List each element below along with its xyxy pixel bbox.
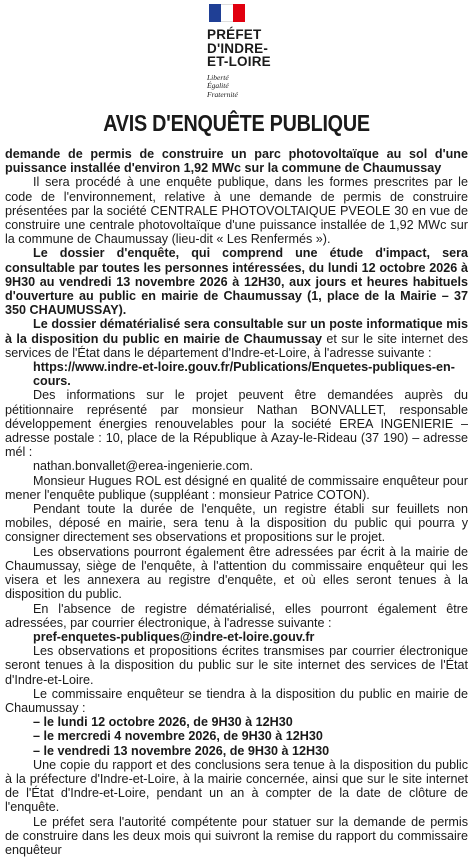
inquiry-email-link[interactable]: pref-enquetes-publiques@indre-et-loire.gouv.fr bbox=[33, 629, 315, 644]
republic-motto bbox=[207, 74, 327, 100]
permanence-date: – le mercredi 4 novembre 2026, de 9H30 à 12H30 bbox=[33, 729, 323, 744]
paragraph: Pendant toute la durée de l'enquête, un registre établi sur feuillets non mobiles, déposé en mairie, sera tenu à la disposition du public qui pourra y consigner directement ses observations et propositions sur le projet. bbox=[5, 502, 468, 545]
permanence-date: – le lundi 12 octobre 2026, de 9H30 à 12H30 bbox=[33, 715, 293, 730]
consultation-url-link[interactable]: https://www.indre-et-loire.gouv.fr/Publications/Enquetes-publiques-en-cours. bbox=[33, 360, 455, 389]
paragraph: En l'absence de registre dématérialisé, elles pourront également être adressées, par courrier électronique, à l'adresse suivante : bbox=[5, 601, 468, 630]
paragraph: Des informations sur le projet peuvent être demandées auprès du pétitionnaire représenté par monsieur Nathan BONVALLET, responsable développement énergies renouvelables pour la société EREA INGENIERIE – adresse postale : 10, place de la République à Azay-le-Rideau (37 190) – adresse mél : bbox=[5, 388, 468, 460]
paragraph-text: Le dossier d'enquête, qui comprend une étude d'impact, sera consultable par toutes les personnes intéressées, du lundi 12 octobre 2026 à 9H30 au vendredi 13 novembre 2026 à 12H30, aux jours et heures habituels d'ouverture au public en mairie de Chaumussay (1, place de la Mairie – 37 350 CHAUMUSSAY). bbox=[5, 246, 468, 318]
paragraph-rest: et sur le site internet des services de l'État dans le département d'Indre-et-Loire, à l'adresse suivante : bbox=[5, 331, 468, 360]
prefecture-name-line: D'INDRE- bbox=[207, 40, 269, 56]
paragraph: Une copie du rapport et des conclusions sera tenue à la disposition du public à la préfecture d'Indre-et-Loire, à la mairie concernée, ainsi que sur le site internet de l'État d'Indre-et-Loire, pendant un an à compter de la date de clôture de l'enquête. bbox=[5, 757, 468, 815]
notice-body bbox=[5, 147, 468, 857]
motto-line: Fraternité bbox=[207, 89, 238, 99]
permanence-dates-list bbox=[5, 715, 468, 758]
prefecture-name-line: PRÉFET bbox=[207, 27, 262, 42]
permanence-date: – le vendredi 13 novembre 2026, de 9H30 à 12H30 bbox=[33, 743, 330, 758]
paragraph: Les observations pourront également être adressées par écrit à la mairie de Chaumussay, siège de l'enquête, à l'attention du commissaire enquêteur qui les visera et les annexera au registre d'enquête, et où elles seront tenues à la disposition du public. bbox=[5, 544, 468, 602]
paragraph-bold bbox=[5, 246, 468, 317]
motto-line: Égalité bbox=[207, 81, 229, 90]
motto-line: Liberté bbox=[207, 72, 229, 82]
marianne-flag-logo bbox=[209, 4, 245, 22]
prefecture-header bbox=[207, 4, 327, 99]
page-title: AVIS D'ENQUÊTE PUBLIQUE bbox=[103, 110, 370, 136]
paragraph: Monsieur Hugues ROL est désigné en qualité de commissaire enquêteur pour mener l'enquête publique (suppléant : monsieur Patrice COTON). bbox=[5, 473, 468, 502]
paragraph: Le commissaire enquêteur se tiendra à la disposition du public en mairie de Chaumussay : bbox=[5, 686, 468, 715]
paragraph-bold-part: Le dossier dématérialisé sera consultable sur un poste informatique mis à la disposition du public en mairie de Chaumussay bbox=[5, 317, 468, 346]
prefecture-name bbox=[207, 28, 327, 69]
prefecture-name-line: ET-LOIRE bbox=[207, 54, 271, 69]
paragraph: Le préfet sera l'autorité compétente pour statuer sur la demande de permis de construire dans les deux mois qui suivront la remise du rapport du commissaire enquêteur bbox=[5, 814, 468, 857]
notice-subtitle: demande de permis de construire un parc photovoltaïque au sol d'une puissance installée d'environ 1,92 MWc sur la commune de Chaumussay bbox=[5, 147, 468, 176]
paragraph bbox=[5, 317, 468, 360]
paragraph: Les observations et propositions écrites transmises par courrier électronique seront tenues à la disposition du public sur le site internet des services de l'État d'Indre-et-Loire. bbox=[5, 644, 468, 687]
petitioner-email-link[interactable]: nathan.bonvallet@erea-ingenierie.com. bbox=[33, 459, 254, 474]
paragraph: Il sera procédé à une enquête publique, dans les formes prescrites par le code de l'environnement, relative à une demande de permis de construire présentées par la société CENTRALE PHOTOVOLTAIQUE PVEOLE 30 en vue de construire une centrale photovoltaïque d'une puissance installée de 1,92 MWc sur la commune de Chaumussay (lieu-dit « Les Renfermés »). bbox=[5, 175, 468, 247]
